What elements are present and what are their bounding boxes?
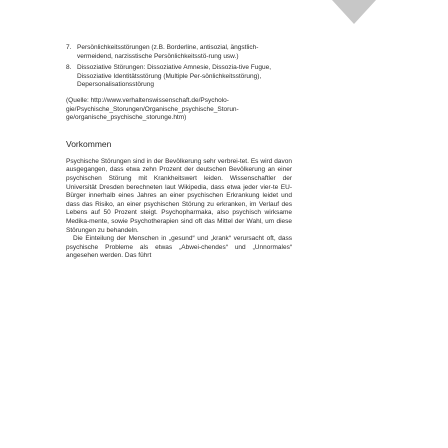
- list-text: Dissoziative Störungen: Dissoziative Amnesie, Dissozia-tive Fugue, Dissoziative Identitätsstörung (Multiple Per-sönlichkeitsstörung), Depersonalisationsstörung: [77, 64, 272, 89]
- list-text: Persönlichkeitsstörungen (z.B. Borderline, antisozial, ängstlich-vermeidend, narzisstische Persönlichkeitsstö-rung usw.): [77, 44, 259, 60]
- list-item: [66, 64, 292, 90]
- source-citation: (Quelle: http://www.verhaltenswissenschaft.de/Psycholo-gie/Psychische_Storungen/Organische_psychische_Storun-ge/organische_psychische_storunge.htm): [66, 96, 239, 122]
- chevron-down-icon: [332, 0, 376, 26]
- paragraph: Die Einteilung der Menschen in „gesund“ und „krank“ verursacht oft, dass psychische Probleme als etwas „Abwei-chendes“ und „Unnormales“ angesehen werden. Das führt: [66, 235, 292, 260]
- paragraph: Psychische Störungen sind in der Bevölkerung sehr verbrei-tet. Es wird davon ausgegangen, dass etwa zehn Prozent der deutschen Bevölkerung an einer psychischen Störung mit Krankheitswert leiden. Wissenschaftler der Universität Dresden berechneten laut Wikipedia, dass etwa jeder vier-te EU-Bürger innerhalb eines Jahres an einer psychischen Erkrankung leidet und dass das Risiko, an einer psychischen Störung zu erkranken, im Verlauf des Lebens auf 50 Prozent steigt. Psychopharmaka, also psychisch wirksame Medika-mente, sowie Psychotherapien sind oft das Mittel der Wahl, um diese Störungen zu behandeln.: [66, 157, 292, 234]
- list-number: 7.: [66, 44, 72, 51]
- list-item: [66, 44, 292, 61]
- document-body: [66, 44, 292, 261]
- section-heading: Vorkommen: [66, 138, 112, 149]
- list-number: 8.: [66, 64, 72, 72]
